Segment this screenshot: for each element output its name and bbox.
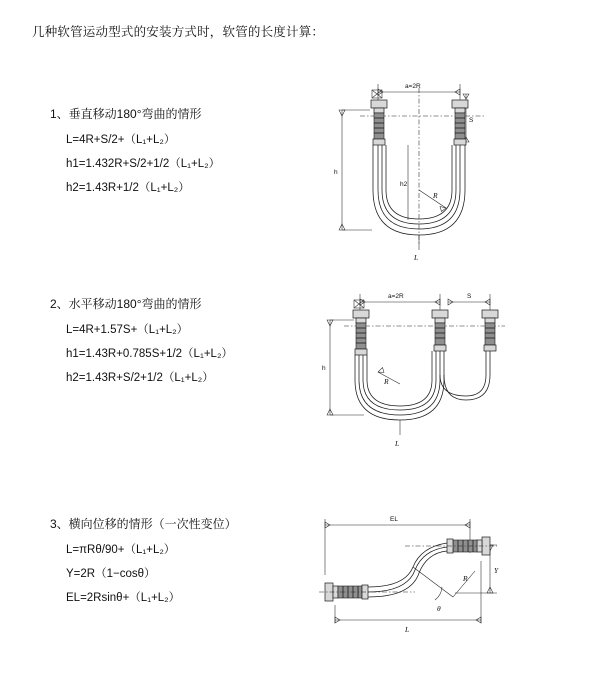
dim-label-s-2: S xyxy=(467,293,472,300)
radius-label-r: R xyxy=(433,191,438,200)
section-2-heading: 2、水平移动180°弯曲的情形 xyxy=(50,297,202,311)
section-3-text xyxy=(50,515,310,613)
section-3-formula-2: Y=2R（1−cosθ） xyxy=(66,568,156,580)
dim-label-s: S xyxy=(469,117,474,124)
section-1-heading: 1、垂直移动180°弯曲的情形 xyxy=(50,107,202,121)
section-1-formula-3: h2=1.43R+1/2（L₁+L₂） xyxy=(66,182,190,194)
dim-label-h2: h2 xyxy=(400,181,408,188)
section-1-formula-2: h1=1.432R+S/2+1/2（L₁+L₂） xyxy=(66,158,221,170)
dim-label-h: h xyxy=(334,169,338,176)
lateral-offset-diagram xyxy=(285,505,530,645)
section-2-formula-1: L=4R+1.57S+（L₁+L₂） xyxy=(66,324,189,336)
length-label-l-2: L xyxy=(395,439,400,448)
section-2-formula-2: h1=1.43R+0.785S+1/2（L₁+L₂） xyxy=(66,348,233,360)
length-label-l-3: L xyxy=(405,625,410,634)
dim-label-h-2: h xyxy=(322,365,326,372)
radius-label-r-3: R xyxy=(463,574,468,583)
section-1-text xyxy=(50,105,310,203)
section-3-formula-3: EL=2Rsinθ+（L₁+L₂） xyxy=(66,592,181,604)
page-title: 几种软管运动型式的安装方式时，软管的长度计算： xyxy=(32,25,325,39)
dim-label-a2r: a=2R xyxy=(405,83,421,90)
section-1-formula-1: L=4R+S/2+（L₁+L₂） xyxy=(66,134,176,146)
dim-label-a2r-2: a=2R xyxy=(388,293,404,300)
dim-label-el: EL xyxy=(390,516,398,523)
section-3-heading: 3、横向位移的情形（一次性变位） xyxy=(50,517,237,531)
section-3-formula-1: L=πRθ/90+（L₁+L₂） xyxy=(66,544,176,556)
dim-label-y: Y xyxy=(494,566,499,575)
angle-label-theta: θ xyxy=(437,604,441,613)
length-label-l: L xyxy=(414,253,419,262)
vertical-180-bend-diagram xyxy=(300,70,530,270)
section-2-formula-3: h2=1.43R+S/2+1/2（L₁+L₂） xyxy=(66,372,214,384)
radius-label-r-2: R xyxy=(384,377,389,386)
section-2-text xyxy=(50,295,310,393)
horizontal-180-bend-diagram xyxy=(300,280,530,470)
